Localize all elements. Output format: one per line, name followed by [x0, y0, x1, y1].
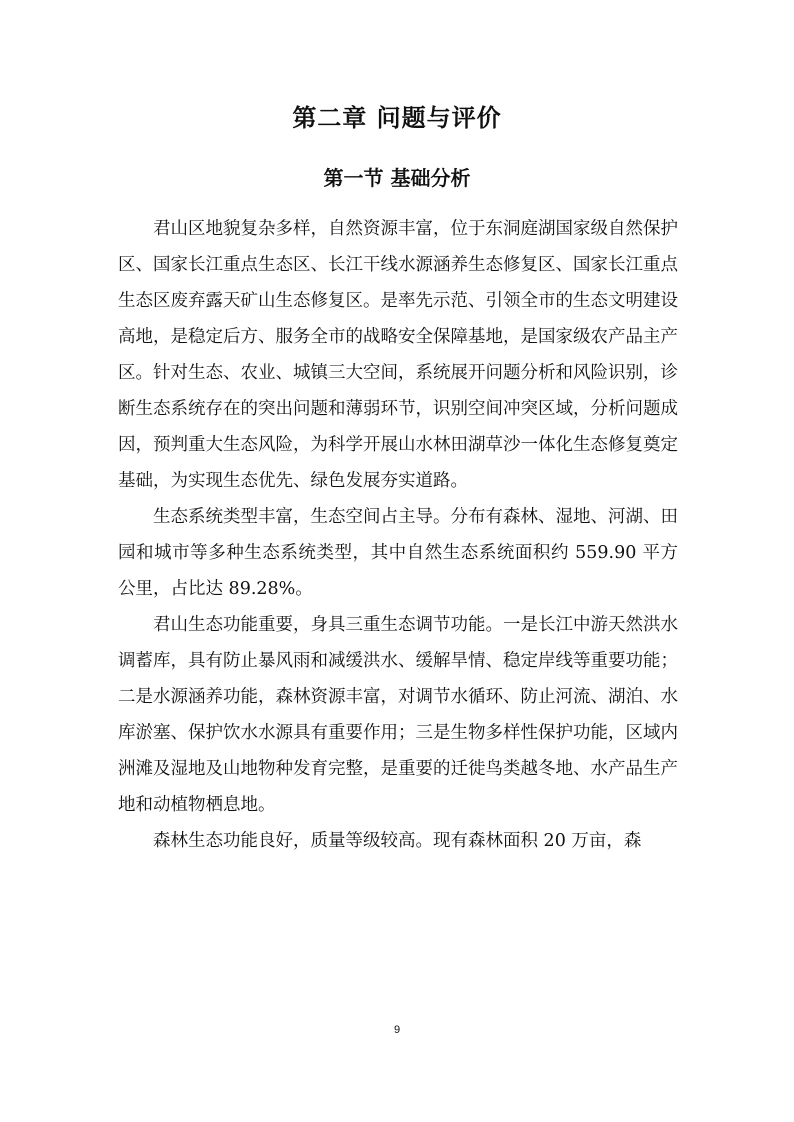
chapter-title: 第二章 问题与评价	[292, 104, 502, 132]
page-number: 9	[393, 1024, 401, 1036]
paragraph: 君山生态功能重要，身具三重生态调节功能。一是长江中游天然洪水调蓄库，具有防止暴风雨和减缓洪水、缓解旱情、稳定岸线等重要功能；二是水源涵养功能，森林资源丰富，对调节水循环、防止河流、湖泊、水库淤塞、保护饮水水源具有重要作用；三是生物多样性保护功能，区域内洲滩及湿地及山地物种发育完整，是重要的迁徙鸟类越冬地、水产品生产地和动植物栖息地。	[118, 615, 678, 815]
body-text	[118, 211, 678, 859]
paragraph: 生态系统类型丰富，生态空间占主导。分布有森林、湿地、河湖、田园和城市等多种生态系统类型，其中自然生态系统面积约 559.90 平方公里，占比达 89.28%。	[118, 507, 678, 599]
section-title: 第一节 基础分析	[323, 166, 471, 190]
paragraph: 君山区地貌复杂多样，自然资源丰富，位于东洞庭湖国家级自然保护区、国家长江重点生态区、长江干线水源涵养生态修复区、国家长江重点生态区废弃露天矿山生态修复区。是率先示范、引领全市的生态文明建设高地，是稳定后方、服务全市的战略安全保障基地，是国家级农产品主产区。针对生态、农业、城镇三大空间，系统展开问题分析和风险识别，诊断生态系统存在的突出问题和薄弱环节，识别空间冲突区域，分析问题成因，预判重大生态风险，为科学开展山水林田湖草沙一体化生态修复奠定基础，为实现生态优先、绿色发展夯实道路。	[118, 219, 678, 491]
paragraph: 森林生态功能良好，质量等级较高。现有森林面积 20 万亩，森	[153, 831, 642, 851]
